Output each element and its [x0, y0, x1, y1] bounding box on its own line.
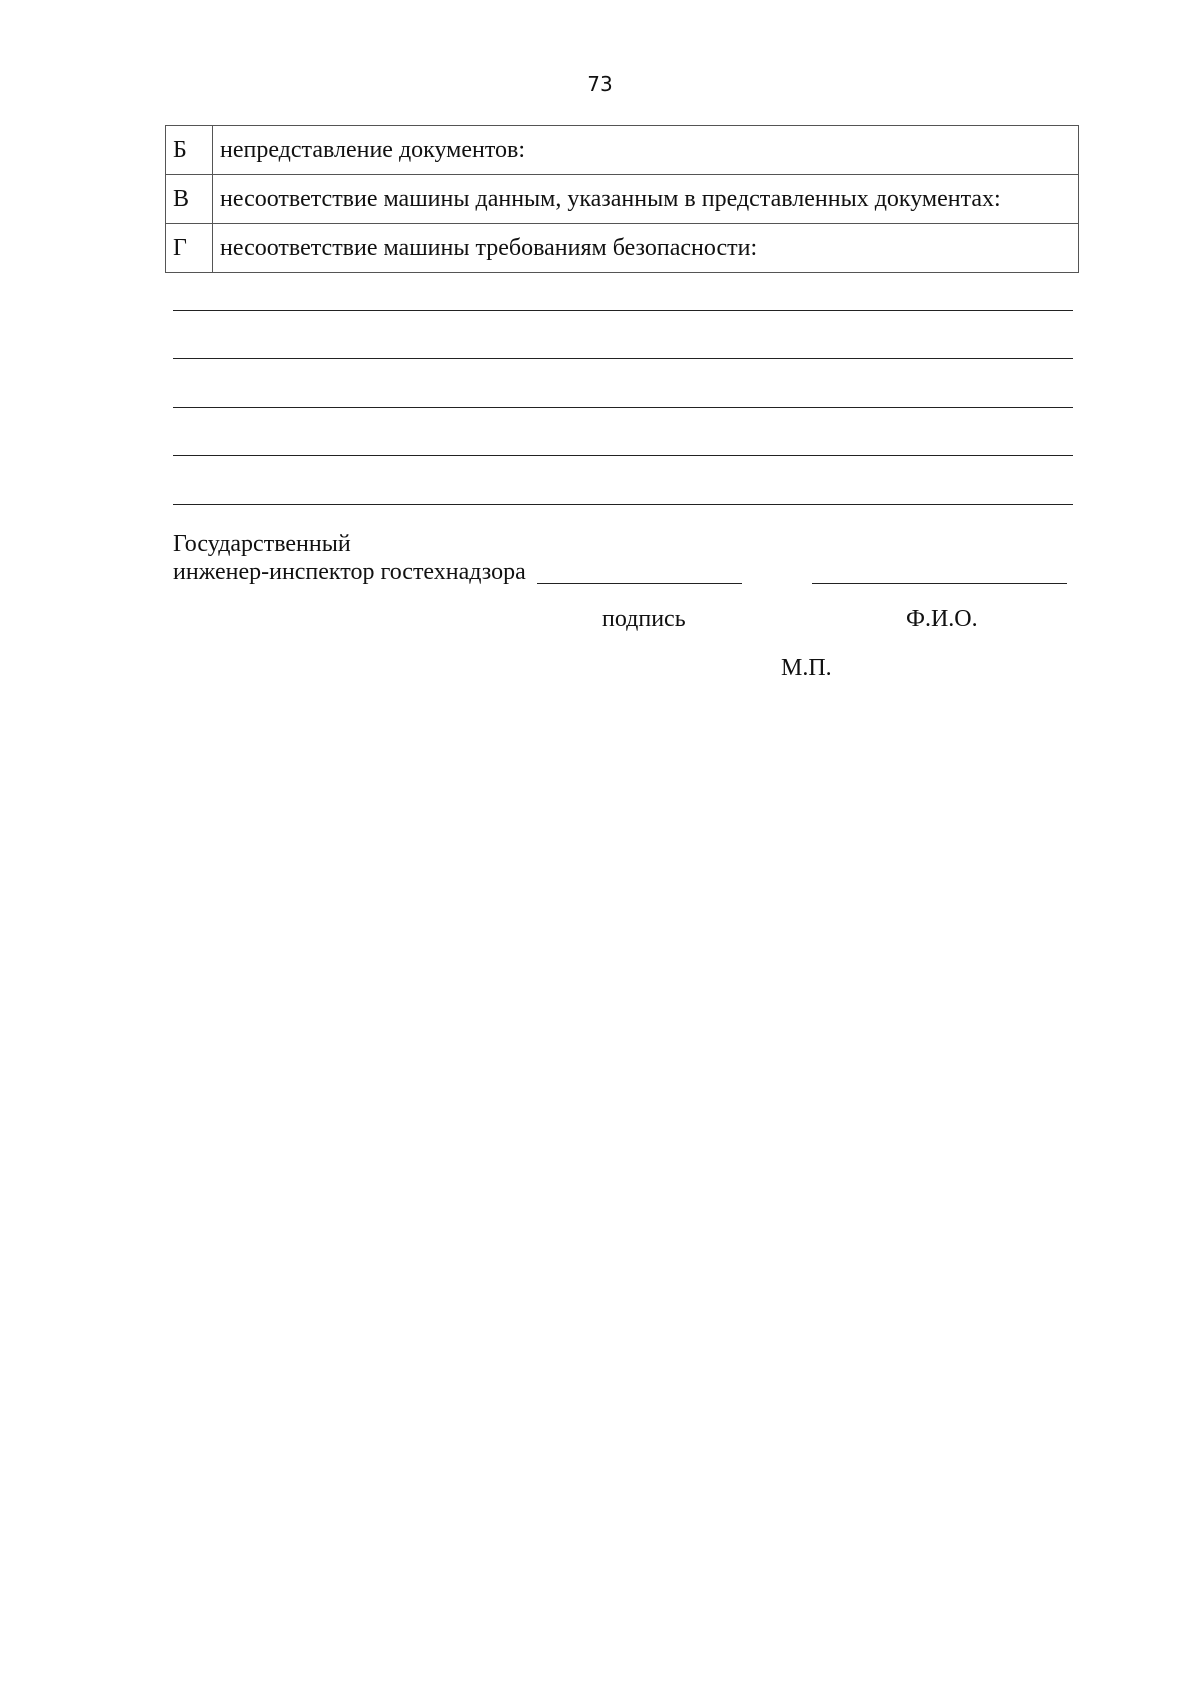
table-row — [166, 175, 1079, 224]
blank-line — [173, 504, 1073, 505]
signature-blank — [537, 583, 742, 584]
blank-line — [173, 310, 1073, 311]
reason-letter: Б — [166, 126, 213, 175]
table-row — [166, 224, 1079, 273]
reasons-table — [165, 125, 1079, 273]
reason-letter: Г — [166, 224, 213, 273]
inspector-title-line2: инженер-инспектор гостехнадзора — [173, 559, 526, 585]
inspector-title-line1: Государственный — [173, 531, 351, 557]
reason-text: непредставление документов: — [213, 126, 1079, 175]
reason-letter: В — [166, 175, 213, 224]
reason-text: несоответствие машины данным, указанным в представленных документах: — [213, 175, 1079, 224]
page-number: 73 — [587, 72, 613, 96]
stamp-caption: М.П. — [781, 655, 832, 681]
blank-line — [173, 358, 1073, 359]
name-caption: Ф.И.О. — [906, 606, 978, 632]
blank-line — [173, 455, 1073, 456]
name-blank — [812, 583, 1067, 584]
reason-text: несоответствие машины требованиям безопасности: — [213, 224, 1079, 273]
table-row — [166, 126, 1079, 175]
signature-caption: подпись — [602, 606, 686, 632]
blank-line — [173, 407, 1073, 408]
